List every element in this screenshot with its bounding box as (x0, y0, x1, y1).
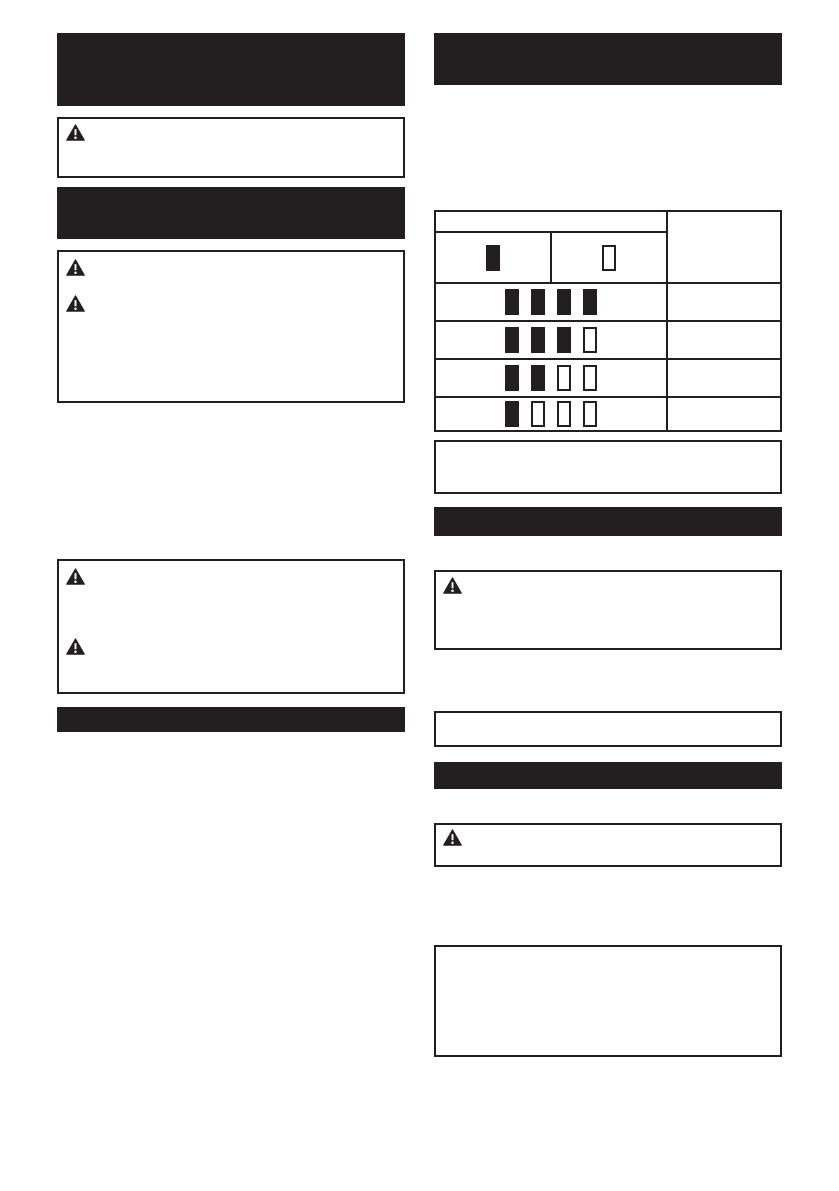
battery-lamp-off (557, 401, 571, 427)
note-box (434, 945, 782, 1057)
note-box (434, 711, 782, 747)
warning-triangle-icon (66, 295, 85, 312)
warning-triangle-icon (443, 829, 462, 846)
warning-box (57, 117, 405, 178)
battery-lamp-on (505, 327, 519, 353)
battery-lamp-on (505, 401, 519, 427)
battery-lamp-on (486, 245, 500, 271)
battery-lamp-off (583, 401, 597, 427)
table-row-lamps (436, 398, 666, 430)
battery-lamp-off (602, 245, 616, 271)
battery-lamp-on (583, 289, 597, 315)
battery-lamp-off (583, 365, 597, 391)
warning-triangle-icon (66, 259, 85, 276)
section-header-bar (57, 187, 405, 239)
battery-lamp-on (557, 289, 571, 315)
battery-lamp-on (505, 365, 519, 391)
section-header-bar (434, 507, 782, 536)
battery-lamp-off (531, 401, 545, 427)
note-box (434, 440, 782, 494)
battery-lamp-off (583, 327, 597, 353)
table-row-capacity (668, 322, 780, 358)
battery-indicator-table (434, 210, 782, 432)
warning-triangle-icon (66, 568, 85, 585)
battery-lamp-on (505, 289, 519, 315)
warning-box (434, 823, 782, 867)
section-header-bar (434, 33, 782, 85)
warning-box (434, 570, 782, 650)
warning-box (57, 250, 405, 403)
battery-lamp-off (557, 365, 571, 391)
table-row-capacity (668, 398, 780, 430)
warning-triangle-icon (66, 124, 85, 141)
legend-lamp-on-cell (436, 233, 550, 282)
table-row-lamps (436, 360, 666, 396)
section-header-bar (57, 33, 405, 106)
warning-triangle-icon (443, 577, 462, 594)
table-title-cell (436, 212, 666, 231)
warning-triangle-icon (66, 638, 85, 655)
legend-lamp-off-cell (552, 233, 666, 282)
battery-lamp-on (557, 327, 571, 353)
table-row-capacity (668, 284, 780, 320)
table-row-lamps (436, 284, 666, 320)
table-row-lamps (436, 322, 666, 358)
battery-lamp-on (531, 327, 545, 353)
battery-lamp-on (531, 365, 545, 391)
capacity-header-cell (668, 212, 780, 282)
section-header-bar (434, 762, 782, 789)
section-header-bar (57, 707, 405, 732)
battery-lamp-on (531, 289, 545, 315)
warning-box (57, 559, 405, 694)
table-row-capacity (668, 360, 780, 396)
